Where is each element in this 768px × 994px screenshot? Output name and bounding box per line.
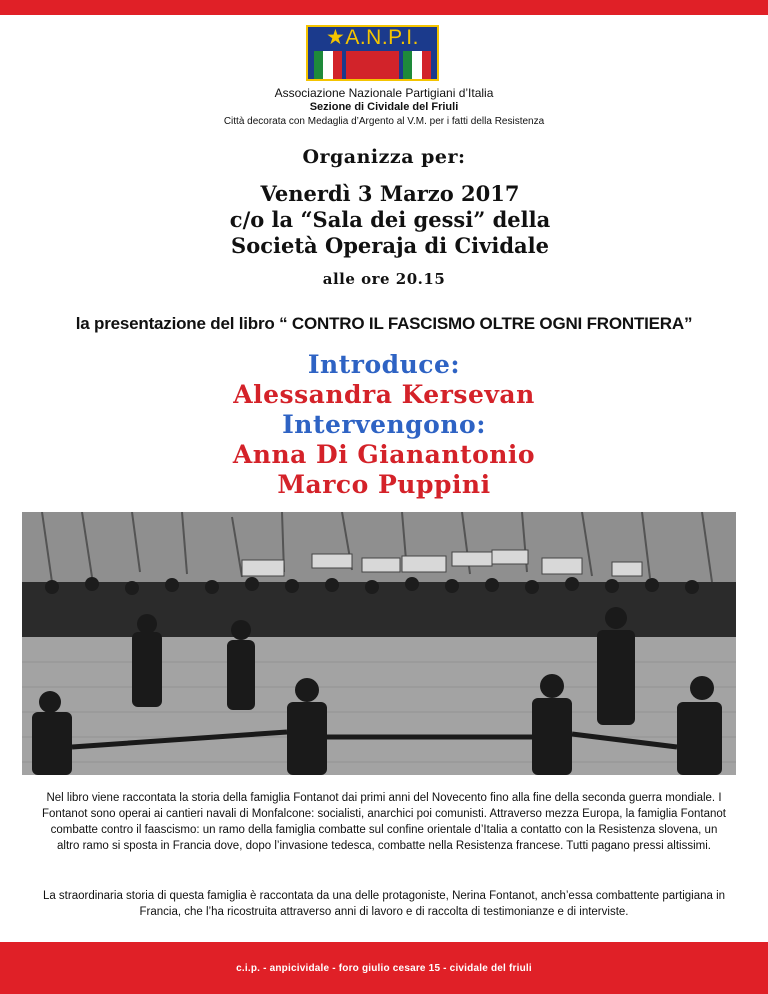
event-venue-line2: Società Operaja di Cividale: [231, 233, 549, 258]
speaker-name: Anna Di Gianantonio: [232, 440, 536, 469]
top-red-bar: [0, 0, 768, 15]
description-paragraph-1: Nel libro viene raccontata la storia della famiglia Fontanot dai primi anni del Novecento fino alla fine della seconda guerra mondiale. I Fontanot sono operai ai cantieri navali di Monfalcone: socialisti, anarchici poi comunisti. Attraverso mezza Europa, la famiglia Fontanot combatte contro il faascismo: un ramo della famiglia combatte sul confine orientale d’Italia a contatto con la Resistenza slovena, un altro ramo si sposta in Francia dove, dopo l’invasione tedesca, combatte nella Resistenza francese. Tutti pagano pressi altissimi.: [42, 792, 726, 852]
anpi-logo: [306, 25, 439, 81]
organization-decoration: Città decorata con Medaglia d’Argento al V.M. per i fatti della Resistenza: [223, 116, 545, 127]
event-date: Venerdì 3 Marzo 2017: [260, 181, 520, 206]
event-time: alle ore 20.15: [322, 270, 446, 288]
organizza-heading: Organizza per:: [302, 146, 466, 168]
event-venue-line1: c/o la “Sala dei gessi” della: [229, 207, 551, 232]
logo-red-band: [346, 51, 399, 79]
bottom-red-bar: [0, 942, 768, 994]
organization-name: Associazione Nazionale Partigiani d’Italia: [274, 86, 494, 100]
historical-protest-photo: [22, 512, 736, 775]
italian-flag-left-icon: [314, 51, 342, 79]
introduce-label: Introduce:: [307, 350, 461, 379]
organization-section: Sezione di Cividale del Friuli: [309, 101, 459, 113]
anpi-logo-text: ★A.N.P.I.: [326, 26, 419, 49]
book-presentation-title: la presentazione del libro “ CONTRO IL FASCISMO OLTRE OGNI FRONTIERA”: [75, 314, 693, 333]
italian-flag-right-icon: [403, 51, 431, 79]
speaker-name: Marco Puppini: [277, 470, 491, 499]
intervengono-label: Intervengono:: [282, 410, 486, 439]
introducer-name: Alessandra Kersevan: [233, 380, 535, 409]
footer-text: c.i.p. - anpicividale - foro giulio cesare 15 - cividale del friuli: [236, 962, 532, 974]
description-paragraph-2: La straordinaria storia di questa famiglia è raccontata da una delle protagoniste, Nerina Fontanot, anch’essa combattente partigiana in Francia, che l’ha ricostruita attraverso anni di lavoro e di raccolta di testimonianze e di interviste.: [42, 890, 726, 918]
